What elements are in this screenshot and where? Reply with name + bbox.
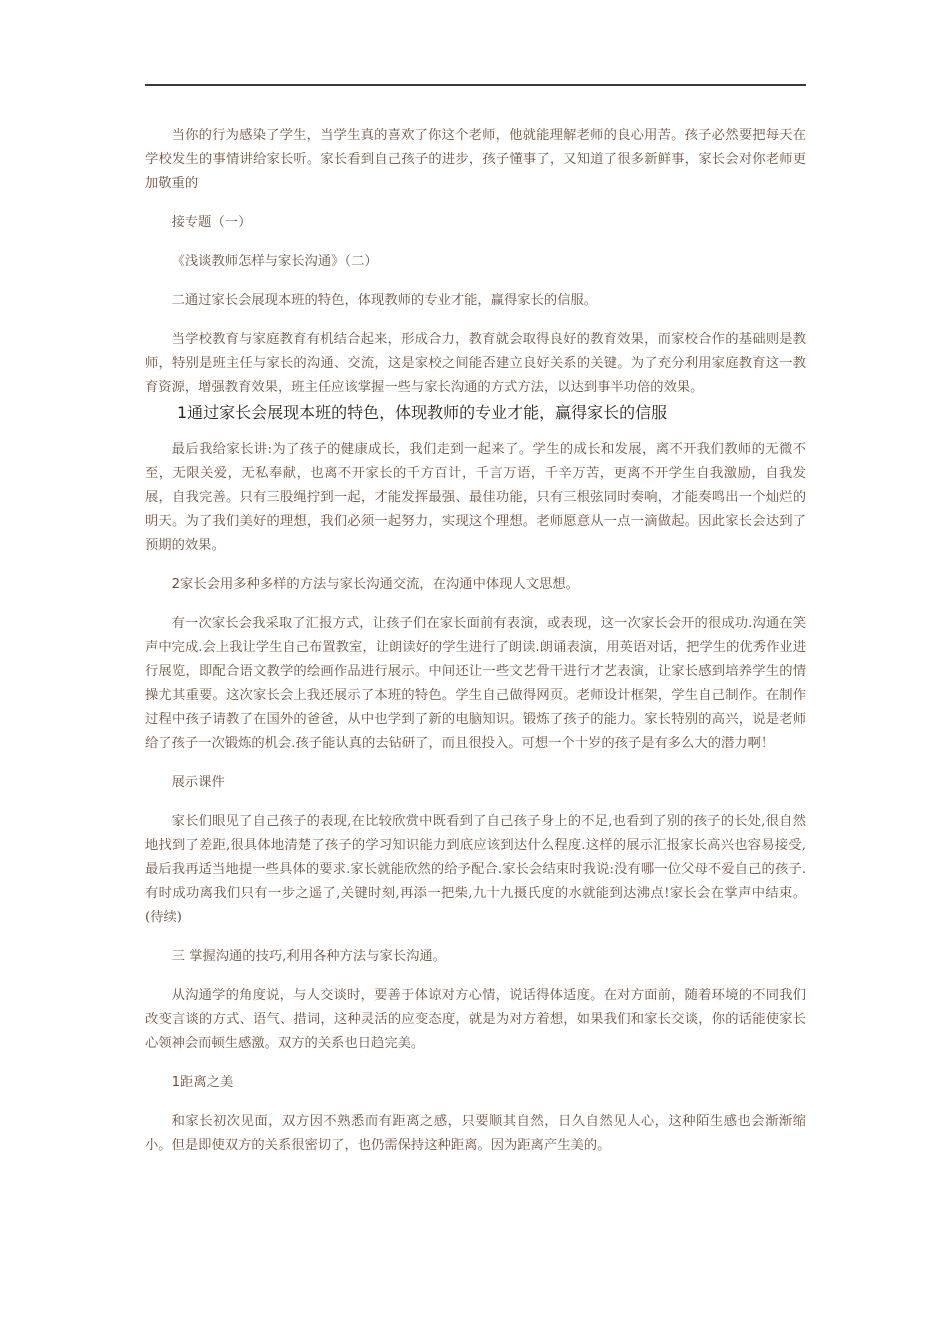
subheading-distance: 1距离之美 <box>171 1075 234 1090</box>
subheading-two: 2家长会用多种多样的方法与家长沟通交流，在沟通中体现人文思想。 <box>171 577 579 592</box>
paragraph-report-meeting: 有一次家长会我采取了汇报方式，让孩子们在家长面前有表演，或表现，这一次家长会开的很成功.沟通在笑声中完成.会上我让学生自己布置教室，让朗读好的学生进行了朗读.朗诵表演，用英语对话，把学生的优秀作业进行展览，即配合语文教学的绘画作品进行展示。中间还让一些文艺骨干进行才艺表演，让家长感到培养学生的情操尤其重要。这次家长会上我还展示了本班的特色。学生自己做得网页。老师设计框架，学生自己制作。在制作过程中孩子请教了在国外的爸爸，从中也学到了新的电脑知识。锻炼了孩子的能力。家长特别的高兴，说是老师给了孩子一次锻炼的机会.孩子能认真的去钻研了，而且很投入。可想一个十岁的孩子是有多么大的潜力啊！ <box>145 616 806 751</box>
paragraph-series-note: 接专题（一） <box>171 215 252 230</box>
paragraph-article-title: 《浅谈教师怎样与家长沟通》（二） <box>171 254 378 269</box>
paragraph-closing-speech: 最后我给家长讲:为了孩子的健康成长，我们走到一起来了。学生的成长和发展，离不开我们教师的无微不至，无限关爱，无私奉献，也离不开家长的千方百计，千言万语，千辛万苦，更离不开学生自我激励，自我发展，自我完善。只有三股绳拧到一起，才能发挥最强、最佳功能，只有三根弦同时奏响，才能奏鸣出一个灿烂的明天。为了我们美好的理想，我们必须一起努力，实现这个理想。老师愿意从一点一滴做起。因此家长会达到了预期的效果。 <box>145 442 806 553</box>
section-two-heading: 二通过家长会展现本班的特色，体现教师的专业才能，赢得家长的信服。 <box>171 293 598 308</box>
paragraph-home-school: 当学校教育与家庭教育有机结合起来，形成合力，教育就会取得良好的教育效果，而家校合作的基础则是教师，特别是班主任与家长的沟通、交流，这是家校之间能否建立良好关系的关键。为了充分利用家庭教育这一教育资源，增强教育效果，班主任应该掌握一些与家长沟通的方式方法，以达到事半功倍的效果。 <box>145 332 806 395</box>
paragraph-parents-see: 家长们眼见了自己孩子的表现,在比较欣赏中既看到了自己孩子身上的不足,也看到了别的孩子的长处,很自然地找到了差距,很具体地清楚了孩子的学习知识能力到底应该到达什么程度.这样的展示汇报家长高兴也容易接受,最后我再适当地提一些具体的要求.家长就能欣然的给予配合.家长会结束时我说:没有哪一位父母不爱自己的孩子.有时成功离我们只有一步之遥了,关键时刻,再添一把柴,九十九摄氏度的水就能到达沸点!家长会在掌声中结束。(待续) <box>145 814 806 925</box>
header-rule <box>145 84 806 86</box>
paragraph-distance-beauty: 和家长初次见面，双方因不熟悉而有距离之感，只要顺其自然，日久自然见人心，这种陌生感也会渐渐缩小。但是即使双方的关系很密切了，也仍需保持这种距离。因为距离产生美的。 <box>145 1114 806 1153</box>
paragraph-intro: 当你的行为感染了学生，当学生真的喜欢了你这个老师，他就能理解老师的良心用苦。孩子必然要把每天在学校发生的事情讲给家长听。家长看到自己孩子的进步，孩子懂事了，又知道了很多新鲜事，家长会对你老师更加敬重的 <box>145 128 806 191</box>
section-three-heading: 三 掌握沟通的技巧,利用各种方法与家长沟通。 <box>171 949 446 964</box>
document-body <box>145 124 806 1158</box>
paragraph-show-courseware: 展示课件 <box>171 775 225 790</box>
subheading-one: 1通过家长会展现本班的特色，体现教师的专业才能，赢得家长的信服 <box>177 403 668 422</box>
paragraph-communication-theory: 从沟通学的角度说，与人交谈时，要善于体谅对方心情，说话得体适度。在对方面前，随着环境的不同我们改变言谈的方式、语气、措词，这种灵活的应变态度，就是为对方着想，如果我们和家长交谈，你的话能使家长心领神会而顿生感激。双方的关系也日趋完美。 <box>145 988 806 1051</box>
